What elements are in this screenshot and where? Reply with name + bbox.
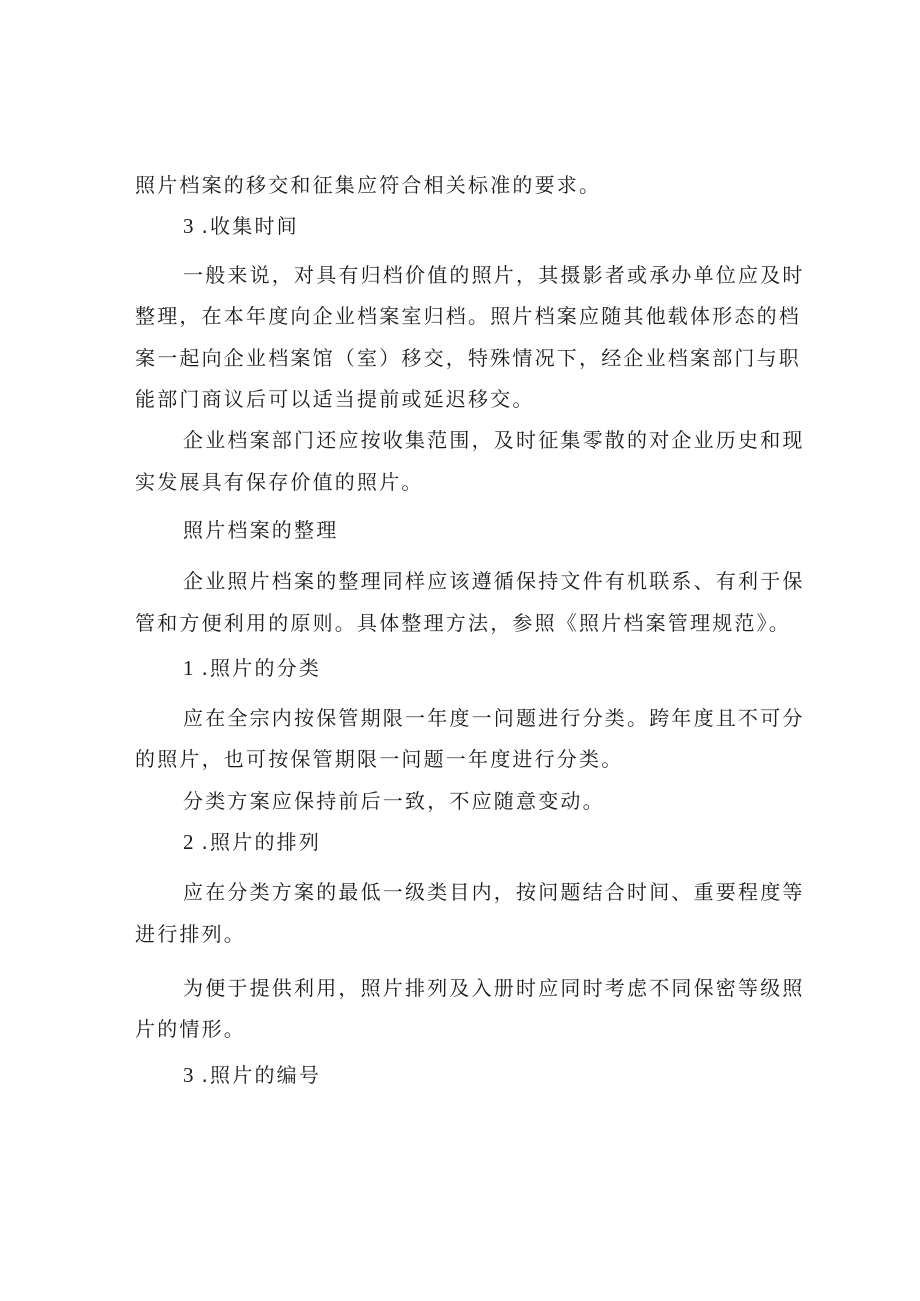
heading-text: .收集时间 xyxy=(201,214,299,238)
heading-collection-time xyxy=(183,213,299,239)
paragraph-solicitation-line-1: 企业档案部门还应按收集范围，及时征集零散的对企业历史和现 xyxy=(183,428,805,452)
heading-number: 1 xyxy=(183,656,194,680)
heading-number: 2 xyxy=(183,830,194,854)
paragraph-arrangement-line-2: 管和方便利用的原则。具体整理方法，参照《照片档案管理规范》。 xyxy=(135,611,791,635)
paragraph-classification-line-2: 的照片，也可按保管期限一问题一年度进行分类。 xyxy=(135,747,624,771)
heading-text: .照片的编号 xyxy=(201,1063,322,1087)
paragraph-transfer-standard: 照片档案的移交和征集应符合相关标准的要求。 xyxy=(135,173,602,197)
paragraph-classification-line-1: 应在全宗内按保管期限一年度一问题进行分类。跨年度且不可分 xyxy=(183,706,805,730)
heading-text: .照片的分类 xyxy=(201,656,322,680)
paragraph-security-level-line-2: 片的情形。 xyxy=(135,1017,246,1041)
heading-number: 3 xyxy=(183,1063,194,1087)
paragraph-collection-time-line-1: 一般来说，对具有归档价值的照片，其摄影者或承办单位应及时 xyxy=(183,263,805,287)
heading-arrangement: 照片档案的整理 xyxy=(183,518,339,542)
paragraph-collection-time-line-4: 能部门商议后可以适当提前或延迟移交。 xyxy=(135,387,535,411)
paragraph-collection-time-line-3: 案一起向企业档案馆（室）移交，特殊情况下，经企业档案部门与职 xyxy=(135,346,801,370)
heading-numbering xyxy=(183,1062,321,1088)
heading-text: .照片的排列 xyxy=(201,830,322,854)
paragraph-solicitation-line-2: 实发展具有保存价值的照片。 xyxy=(135,470,424,494)
heading-ordering xyxy=(183,829,321,855)
heading-number: 3 xyxy=(183,214,194,238)
paragraph-security-level-line-1: 为便于提供利用，照片排列及入册时应同时考虑不同保密等级照 xyxy=(183,976,805,1000)
paragraph-collection-time-line-2: 整理，在本年度向企业档案室归档。照片档案应随其他载体形态的档 xyxy=(135,304,801,328)
paragraph-arrangement-line-1: 企业照片档案的整理同样应该遵循保持文件有机联系、有利于保 xyxy=(183,569,805,593)
paragraph-classification-consistency: 分类方案应保持前后一致，不应随意变动。 xyxy=(183,789,605,813)
paragraph-ordering-line-1: 应在分类方案的最低一级类目内，按问题结合时间、重要程度等 xyxy=(183,880,805,904)
heading-classification xyxy=(183,655,321,681)
paragraph-ordering-line-2: 进行排列。 xyxy=(135,922,246,946)
